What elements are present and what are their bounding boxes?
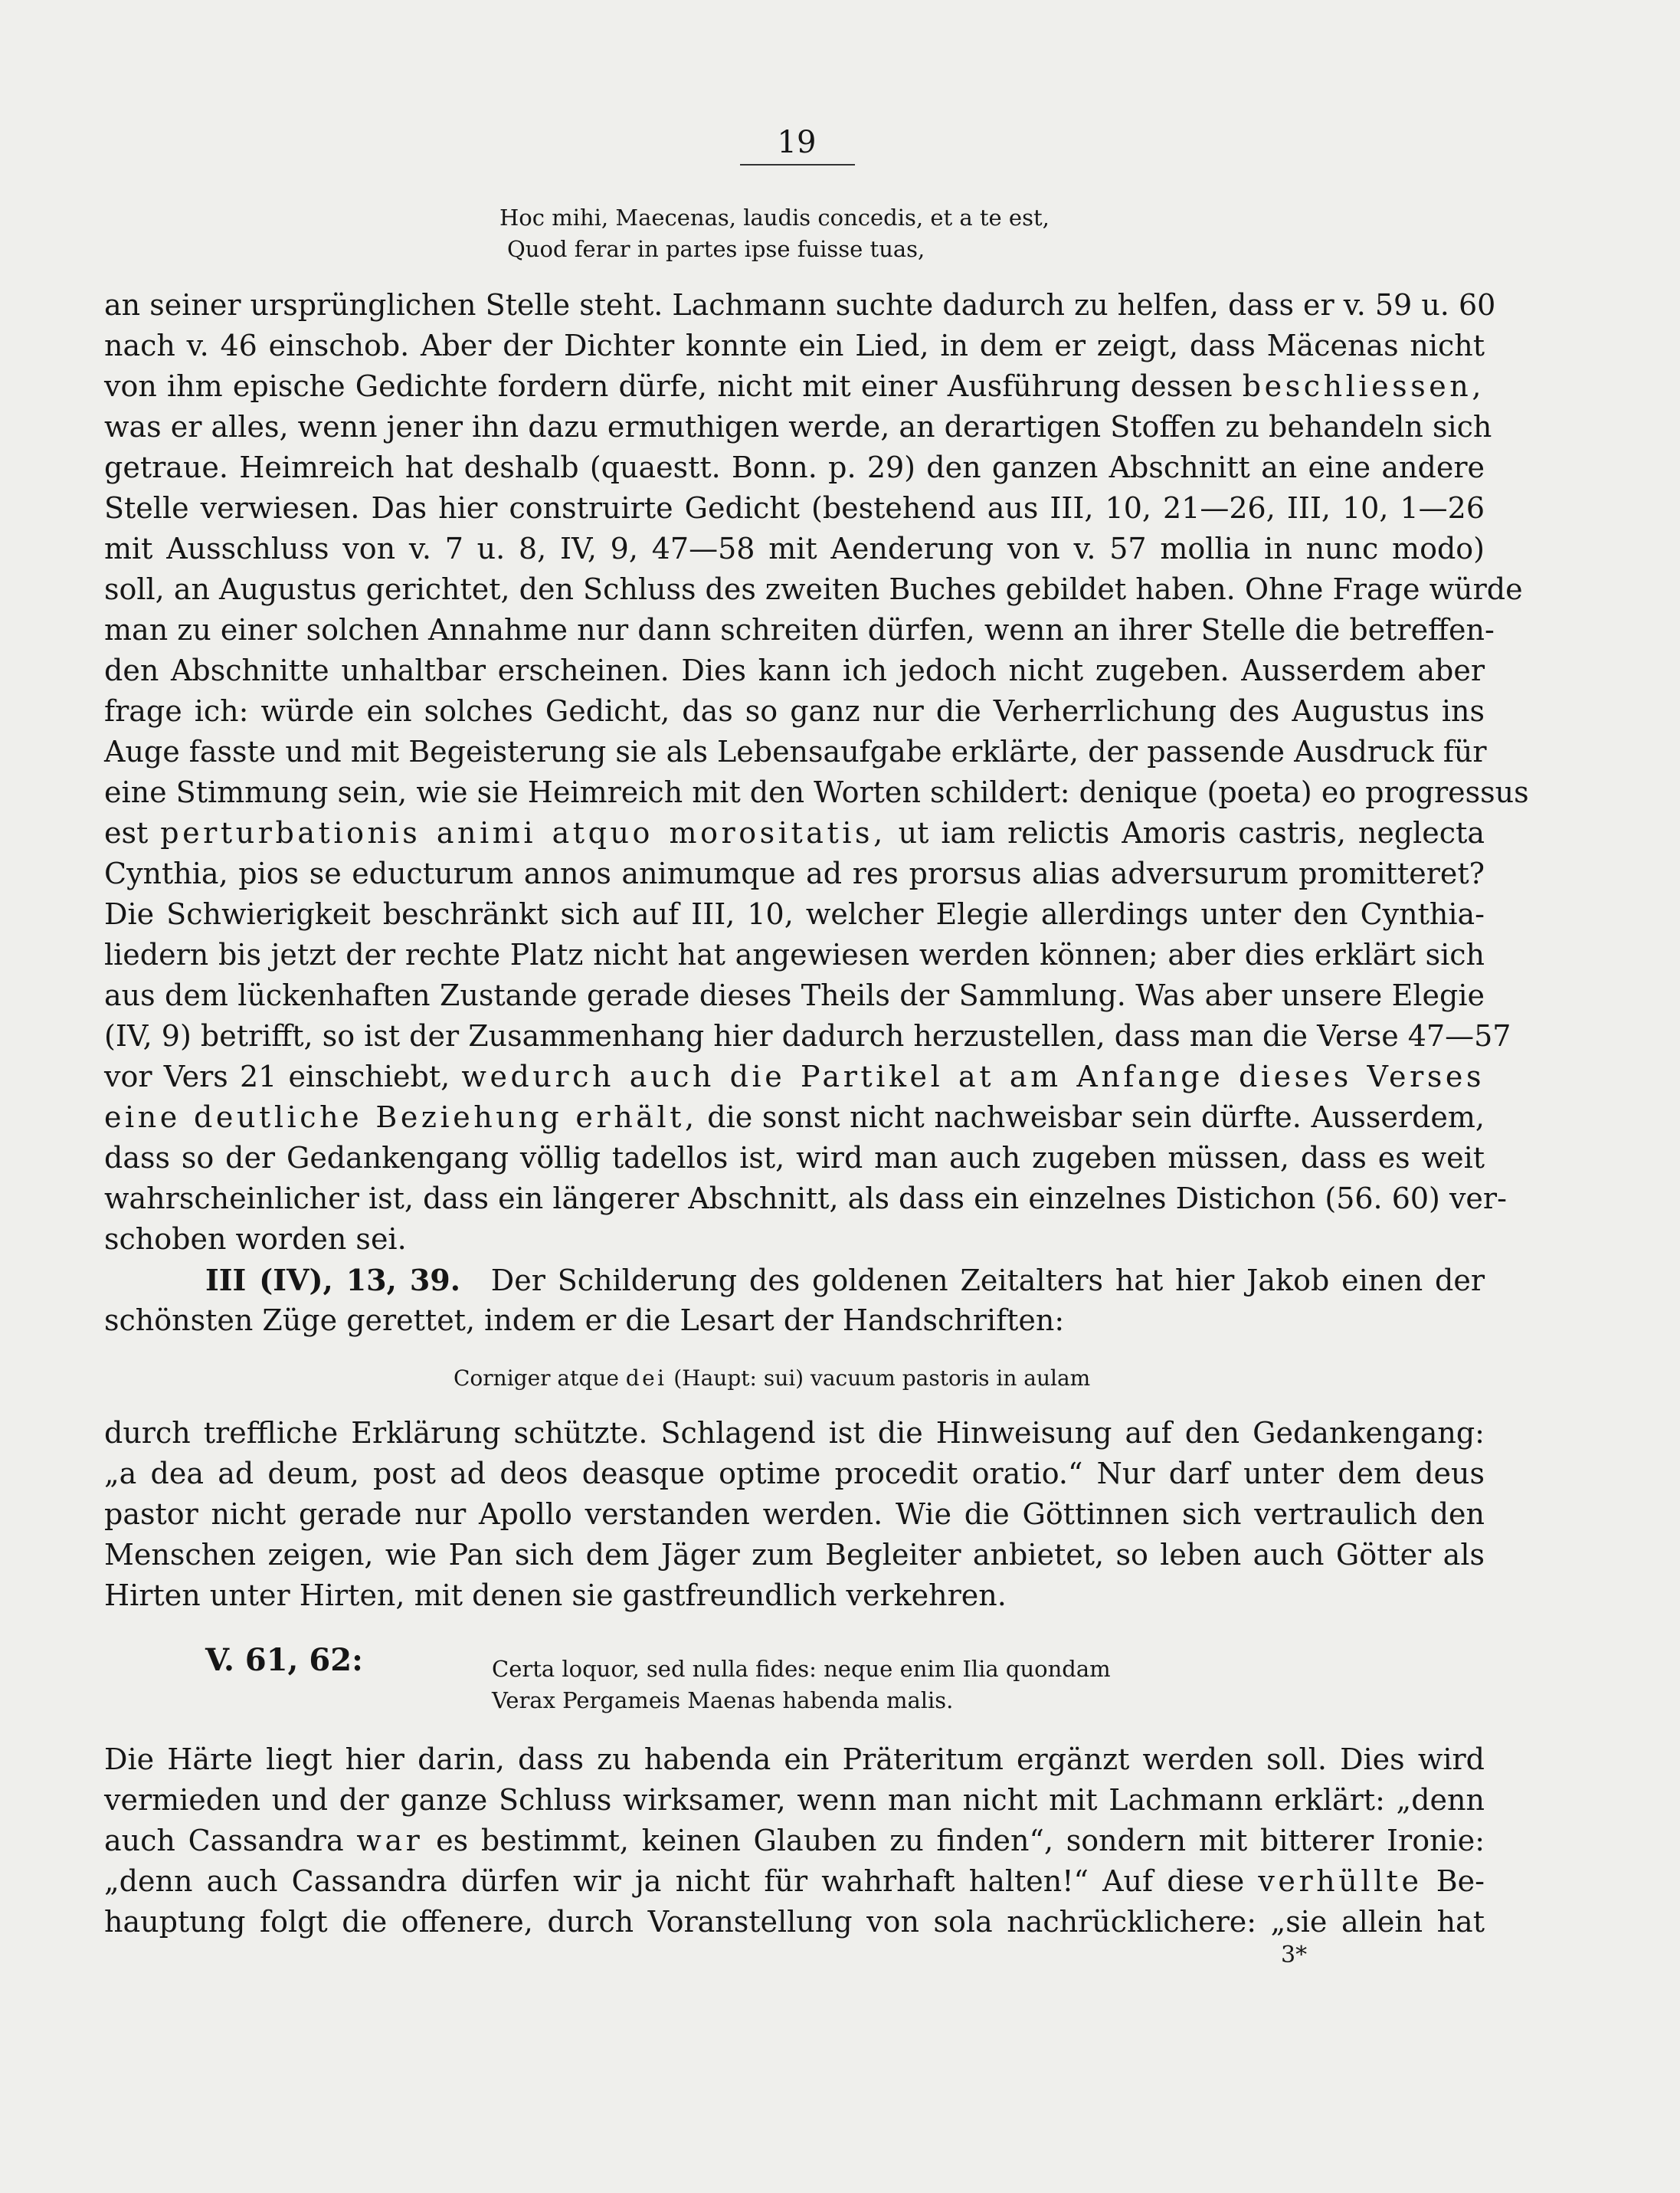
spaced-emphasis: wedurch auch die Partikel at am Anfange dieses Verses bbox=[461, 1060, 1485, 1093]
page-number: 19 bbox=[777, 125, 817, 160]
section-heading-v-61-62: V. 61, 62: bbox=[205, 1642, 363, 1678]
text-line: an seiner ursprünglichen Stelle steht. Lachmann suchte dadurch zu helfen, dass er v. 59 u. 60 bbox=[104, 288, 1496, 322]
quote-line: Quod ferar in partes ipse fuisse tuas, bbox=[507, 236, 925, 262]
text-line: von ihm epische Gedichte fordern dürfe, nicht mit einer Ausführung dessen beschliessen, bbox=[104, 369, 1485, 403]
text-line: vor Vers 21 einschiebt, wedurch auch die Partikel at am Anfange dieses Verses bbox=[104, 1060, 1485, 1093]
spaced-emphasis: beschliessen, bbox=[1242, 369, 1485, 403]
section-v-61-62-paragraph bbox=[104, 1739, 1485, 1942]
quote-line: Corniger atque dei (Haupt: sui) vacuum pastoris in aulam bbox=[454, 1365, 1091, 1391]
spaced-emphasis: eine deutliche Beziehung erhält, bbox=[104, 1100, 698, 1134]
quote-line: Hoc mihi, Maecenas, laudis concedis, et a te est, bbox=[499, 205, 1050, 231]
text-line: aus dem lückenhaften Zustande gerade dieses Theils der Sammlung. Was aber unsere Elegie bbox=[104, 978, 1485, 1012]
page-number-rule bbox=[740, 164, 855, 166]
latin-quote-3 bbox=[492, 1654, 1111, 1716]
text-line: wahrscheinlicher ist, dass ein längerer Abschnitt, als dass ein einzelnes Distichon (56. 60) ver- bbox=[104, 1182, 1507, 1215]
text-line: schoben worden sei. bbox=[104, 1222, 407, 1256]
quote-line: Certa loquor, sed nulla fides: neque enim Ilia quondam bbox=[492, 1656, 1111, 1682]
quote-line: Verax Pergameis Maenas habenda malis. bbox=[492, 1687, 954, 1713]
text-line: getraue. Heimreich hat deshalb (quaestt. Bonn. p. 29) den ganzen Abschnitt an eine andere bbox=[104, 451, 1485, 484]
text-line: den Abschnitte unhaltbar erscheinen. Dies kann ich jedoch nicht zugeben. Ausserdem aber bbox=[104, 654, 1485, 687]
text-line: liedern bis jetzt der rechte Platz nicht hat angewiesen werden können; aber dies erklärt sich bbox=[104, 938, 1485, 972]
text-line: III (IV), 13, 39. Der Schilderung des goldenen Zeitalters hat hier Jakob einen der bbox=[205, 1263, 1485, 1297]
printer-signature: 3* bbox=[1281, 1942, 1308, 1968]
spaced-emphasis: verhüllte bbox=[1258, 1864, 1423, 1898]
text-line: hauptung folgt die offenere, durch Voranstellung von sola nachrücklichere: „sie allein hat bbox=[104, 1905, 1485, 1939]
text-line: Auge fasste und mit Begeisterung sie als Lebensaufgabe erklärte, der passende Ausdruck für bbox=[104, 735, 1487, 769]
spaced-emphasis: perturbationis animi atquo morositatis, bbox=[160, 816, 886, 850]
text-line: eine Stimmung sein, wie sie Heimreich mit den Worten schildert: denique (poeta) eo progressus bbox=[104, 775, 1529, 809]
section-iii-iv-13-39 bbox=[104, 1260, 1485, 1341]
text-line: schönsten Züge gerettet, indem er die Lesart der Handschriften: bbox=[104, 1303, 1065, 1337]
section-iii-iv-13-39-continuation bbox=[104, 1413, 1485, 1616]
text-line: frage ich: würde ein solches Gedicht, das so ganz nur die Verherrlichung des Augustus ins bbox=[104, 694, 1485, 728]
text-line: soll, an Augustus gerichtet, den Schluss des zweiten Buches gebildet haben. Ohne Frage würde bbox=[104, 572, 1523, 606]
text-line: Die Schwierigkeit beschränkt sich auf III, 10, welcher Elegie allerdings unter den Cynthia- bbox=[104, 897, 1485, 931]
latin-quote-2 bbox=[454, 1362, 1090, 1394]
text-line: man zu einer solchen Annahme nur dann schreiten dürfen, wenn an ihrer Stelle die betreffen- bbox=[104, 613, 1495, 647]
text-line: auch Cassandra war es bestimmt, keinen Glauben zu finden“, sondern mit bitterer Ironie: bbox=[104, 1824, 1485, 1857]
latin-quote-1 bbox=[499, 202, 1050, 265]
text-line: mit Ausschluss von v. 7 u. 8, IV, 9, 47—58 mit Aenderung von v. 57 mollia in nunc modo) bbox=[104, 532, 1485, 565]
text-line: was er alles, wenn jener ihn dazu ermuthigen werde, an derartigen Stoffen zu behandeln sich bbox=[104, 410, 1492, 444]
text-line: vermieden und der ganze Schluss wirksamer, wenn man nicht mit Lachmann erklärt: „denn bbox=[104, 1783, 1485, 1817]
text-line: Cynthia, pios se educturum annos animumque ad res prorsus alias adversurum promitteret? bbox=[104, 857, 1485, 890]
text-line: nach v. 46 einschob. Aber der Dichter konnte ein Lied, in dem er zeigt, dass Mäcenas nicht bbox=[104, 329, 1485, 362]
text-line: Stelle verwiesen. Das hier construirte Gedicht (bestehend aus III, 10, 21—26, III, 10, 1—26 bbox=[104, 491, 1485, 525]
text-line: (IV, 9) betrifft, so ist der Zusammenhang hier dadurch herzustellen, dass man die Verse 47—57 bbox=[104, 1019, 1511, 1053]
spaced-emphasis: war bbox=[356, 1824, 424, 1857]
text-line: dass so der Gedankengang völlig tadellos ist, wird man auch zugeben müssen, dass es weit bbox=[104, 1141, 1485, 1175]
text-line: est perturbationis animi atquo morositatis, ut iam relictis Amoris castris, neglecta bbox=[104, 816, 1485, 850]
text-line: eine deutliche Beziehung erhält, die sonst nicht nachweisbar sein dürfte. Ausserdem, bbox=[104, 1100, 1485, 1134]
paragraph-1 bbox=[104, 285, 1529, 1260]
section-heading: III (IV), 13, 39. bbox=[205, 1263, 460, 1297]
text-line: „a dea ad deum, post ad deos deasque optime procedit oratio.“ Nur darf unter dem deus bbox=[104, 1457, 1485, 1490]
spaced-emphasis: dei bbox=[625, 1365, 667, 1391]
text-line: Menschen zeigen, wie Pan sich dem Jäger zum Begleiter anbietet, so leben auch Götter als bbox=[104, 1538, 1485, 1572]
text-line: Hirten unter Hirten, mit denen sie gastfreundlich verkehren. bbox=[104, 1578, 1007, 1612]
text-line: Die Härte liegt hier darin, dass zu habenda ein Präteritum ergänzt werden soll. Dies wird bbox=[104, 1742, 1485, 1776]
text-line: pastor nicht gerade nur Apollo verstanden werden. Wie die Göttinnen sich vertraulich den bbox=[104, 1497, 1485, 1531]
text-line: durch treffliche Erklärung schützte. Schlagend ist die Hinweisung auf den Gedankengang: bbox=[104, 1416, 1485, 1450]
text-line: „denn auch Cassandra dürfen wir ja nicht für wahrhaft halten!“ Auf diese verhüllte Be- bbox=[104, 1864, 1485, 1898]
